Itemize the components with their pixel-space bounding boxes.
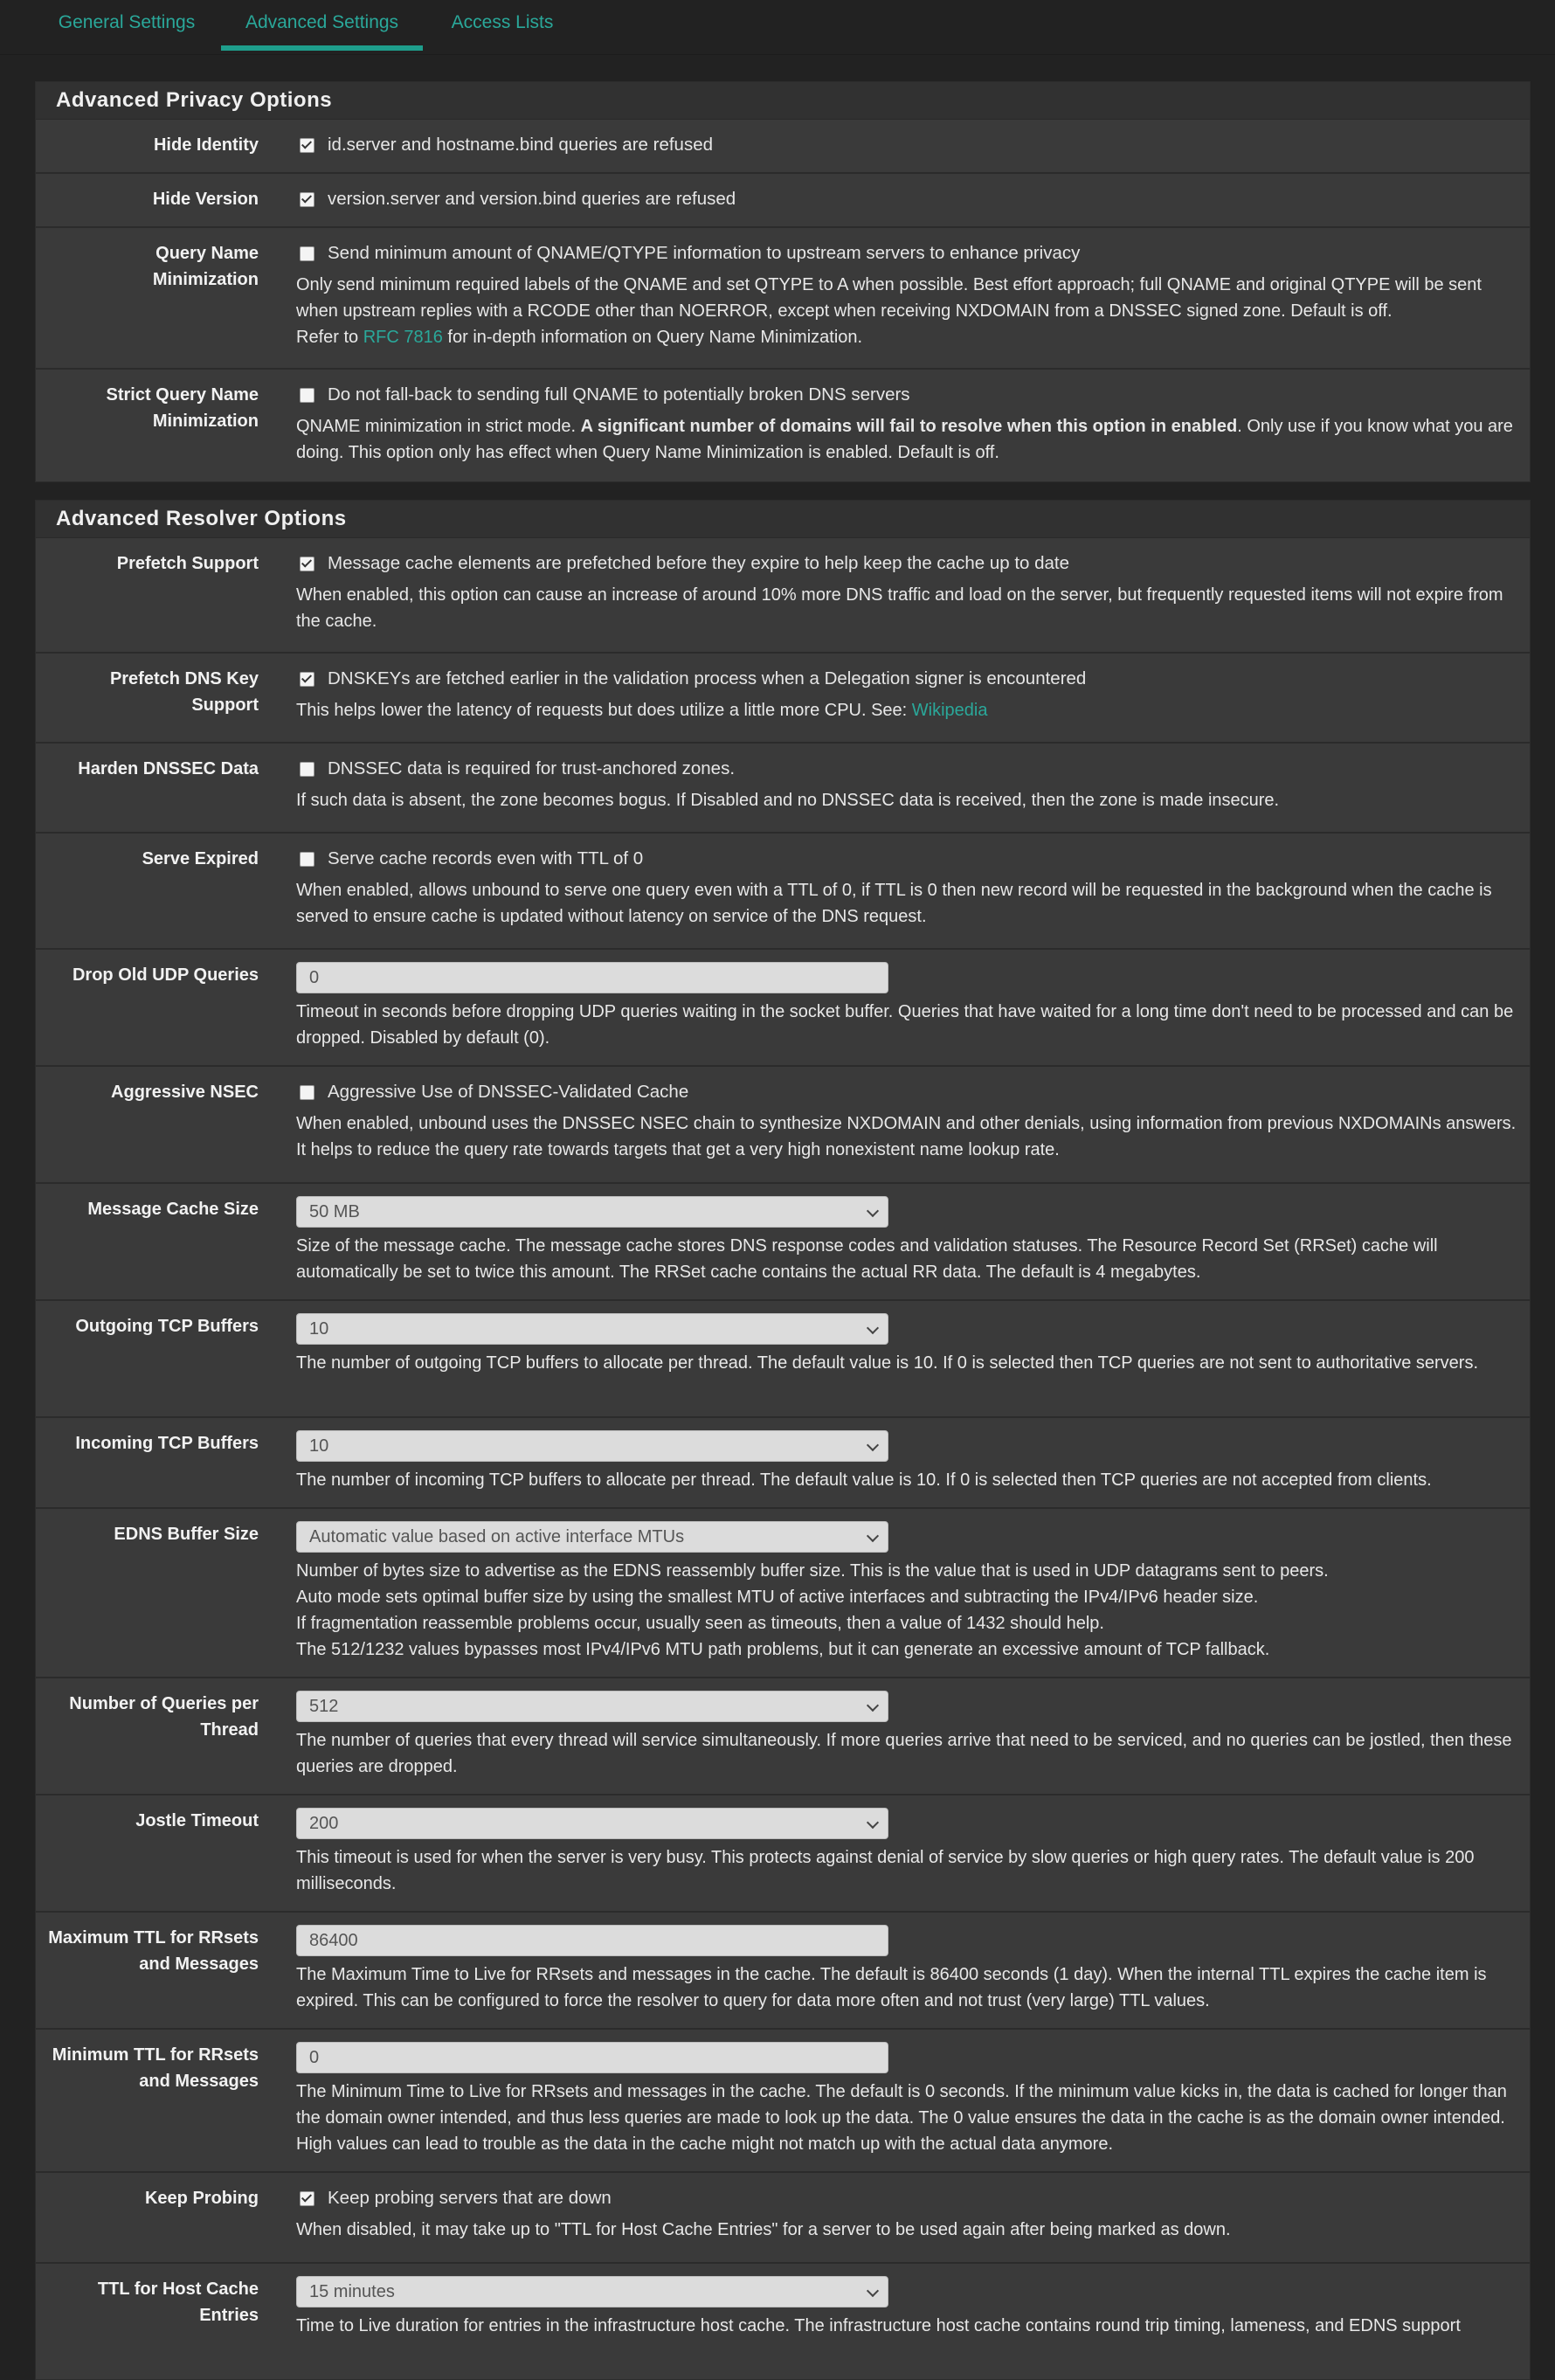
host-ttl-row <box>36 2264 1530 2379</box>
aggressive-help: When enabled, unbound uses the DNSSEC NSEC chain to synthesize NXDOMAIN and other denials, using information from previous NXDOMAINs answers. It helps to reduce the query rate towards targets that get a very high nonexistent name lookup rate. <box>296 1114 1517 1159</box>
harden-label: Harden DNSSEC Data <box>78 759 259 778</box>
keep-probing-text: Keep probing servers that are down <box>328 2188 612 2208</box>
keep-probing-row <box>36 2173 1530 2264</box>
hide-version-row <box>36 174 1530 228</box>
edns-help: Number of bytes size to advertise as the EDNS reassembly buffer size. This is the value that is used in UDP datagrams sent to peers. Auto mode sets optimal buffer size by using the smallest MTU of active interfaces and subtracting the IPv4/IPv6 header size. If fragmentation reassemble problems occur, usually seen as timeouts, then a value of 1432 should help. The 512/1232 values bypasses most IPv4/IPv6 MTU path problems, but it can generate an excessive amount of TCP fallback. <box>296 1561 1329 1659</box>
aggressive-checkbox[interactable] <box>300 1085 314 1100</box>
jostle-row <box>36 1795 1530 1913</box>
rfc-7816-link[interactable]: RFC 7816 <box>363 328 443 347</box>
msg-cache-label: Message Cache Size <box>87 1200 259 1219</box>
tab-access-lists[interactable]: Access Lists <box>451 12 554 32</box>
tab-advanced-settings[interactable]: Advanced Settings <box>221 0 423 51</box>
in-tcp-row <box>36 1418 1530 1509</box>
queries-label: Number of Queries per Thread <box>69 1694 259 1740</box>
serve-expired-checkbox[interactable] <box>300 852 314 867</box>
prefetch-key-row <box>36 654 1530 744</box>
queries-row <box>36 1678 1530 1795</box>
serve-expired-label: Serve Expired <box>142 849 259 868</box>
hide-identity-text: id.server and hostname.bind queries are refused <box>328 135 714 155</box>
drop-udp-input[interactable]: 0 <box>296 962 888 993</box>
in-tcp-help: The number of incoming TCP buffers to allocate per thread. The default value is 10. If 0 is selected then TCP queries are not accepted from clients. <box>296 1470 1432 1490</box>
serve-expired-text: Serve cache records even with TTL of 0 <box>328 848 644 868</box>
tab-general-settings[interactable]: General Settings <box>58 12 196 32</box>
queries-help: The number of queries that every thread will service simultaneously. If more queries arrive that need to be serviced, and no queries can be jostled, then these queries are dropped. <box>296 1731 1512 1776</box>
hide-identity-label: Hide Identity <box>153 135 259 155</box>
harden-row <box>36 744 1530 834</box>
aggressive-row <box>36 1067 1530 1184</box>
strict-qname-help: QNAME minimization in strict mode. A significant number of domains will fail to resolve when this option in enabled. Only use if you know what you are doing. This option only has effect when Query Name Minimization is enabled. Default is off. <box>296 417 1513 462</box>
privacy-panel-title: Advanced Privacy Options <box>36 82 1530 120</box>
min-ttl-label: Minimum TTL for RRsets and Messages <box>52 2045 259 2091</box>
out-tcp-row <box>36 1301 1530 1418</box>
edns-row <box>36 1509 1530 1678</box>
hide-identity-row <box>36 120 1530 174</box>
prefetch-checkbox[interactable] <box>300 557 314 571</box>
host-ttl-label: TTL for Host Cache Entries <box>97 2280 259 2325</box>
aggressive-text: Aggressive Use of DNSSEC-Validated Cache <box>328 1082 689 1102</box>
resolver-panel <box>35 500 1531 2380</box>
host-ttl-select[interactable]: 15 minutes <box>296 2276 888 2307</box>
hide-version-checkbox[interactable] <box>300 192 314 207</box>
hide-version-text: version.server and version.bind queries are refused <box>328 189 736 209</box>
keep-probing-checkbox[interactable] <box>300 2191 314 2206</box>
out-tcp-select[interactable]: 10 <box>296 1313 888 1345</box>
qname-min-text: Send minimum amount of QNAME/QTYPE information to upstream servers to enhance privacy <box>328 243 1081 263</box>
privacy-panel <box>35 81 1531 482</box>
hide-identity-checkbox[interactable] <box>300 138 314 153</box>
harden-help: If such data is absent, the zone becomes bogus. If Disabled and no DNSSEC data is received, then the zone is made insecure. <box>296 791 1280 810</box>
min-ttl-row <box>36 2030 1530 2173</box>
host-ttl-help: Time to Live duration for entries in the infrastructure host cache. The infrastructure host cache contains round trip timing, lameness, and EDNS support <box>296 2316 1461 2335</box>
out-tcp-label: Outgoing TCP Buffers <box>75 1317 259 1336</box>
strict-qname-label: Strict Query Name Minimization <box>106 385 259 431</box>
prefetch-key-text: DNSKEYs are fetched earlier in the validation process when a Delegation signer is encountered <box>328 668 1087 688</box>
drop-udp-label: Drop Old UDP Queries <box>72 965 259 985</box>
out-tcp-help: The number of outgoing TCP buffers to allocate per thread. The default value is 10. If 0 is selected then TCP queries are not sent to authoritative servers. <box>296 1353 1479 1373</box>
prefetch-label: Prefetch Support <box>116 554 259 573</box>
wikipedia-link[interactable]: Wikipedia <box>911 701 988 720</box>
edns-label: EDNS Buffer Size <box>114 1525 259 1544</box>
jostle-help: This timeout is used for when the server is very busy. This protects against denial of service by slow queries or high query rates. The default value is 200 milliseconds. <box>296 1848 1475 1893</box>
harden-checkbox[interactable] <box>300 762 314 777</box>
strict-qname-text: Do not fall-back to sending full QNAME to potentially broken DNS servers <box>328 384 910 405</box>
msg-cache-row <box>36 1184 1530 1301</box>
drop-udp-row <box>36 950 1530 1067</box>
prefetch-key-checkbox[interactable] <box>300 672 314 687</box>
hide-version-label: Hide Version <box>152 190 259 209</box>
prefetch-key-help: This helps lower the latency of requests but does utilize a little more CPU. See: Wikipedia <box>296 701 988 720</box>
max-ttl-help: The Maximum Time to Live for RRsets and messages in the cache. The default is 86400 seconds (1 day). When the internal TTL expires the cache item is expired. This can be configured to force the resolver to query for data more often and not trust (very large) TTL values. <box>296 1965 1487 2010</box>
prefetch-help: When enabled, this option can cause an increase of around 10% more DNS traffic and load on the server, but frequently requested items will not expire from the cache. <box>296 585 1503 631</box>
aggressive-label: Aggressive NSEC <box>111 1083 259 1102</box>
msg-cache-help: Size of the message cache. The message cache stores DNS response codes and validation statuses. The Resource Record Set (RRSet) cache will automatically be set to twice this amount. The RRSet cache contains the actual RR data. The default is 4 megabytes. <box>296 1236 1438 1282</box>
in-tcp-label: Incoming TCP Buffers <box>75 1434 259 1453</box>
max-ttl-input[interactable]: 86400 <box>296 1925 888 1956</box>
max-ttl-row <box>36 1913 1530 2030</box>
qname-min-checkbox[interactable] <box>300 246 314 261</box>
min-ttl-input[interactable]: 0 <box>296 2042 888 2073</box>
tab-bar <box>0 0 1555 55</box>
resolver-panel-title: Advanced Resolver Options <box>36 501 1530 538</box>
strict-qname-checkbox[interactable] <box>300 388 314 403</box>
msg-cache-select[interactable]: 50 MB <box>296 1196 888 1228</box>
max-ttl-label: Maximum TTL for RRsets and Messages <box>48 1928 259 1974</box>
edns-select[interactable]: Automatic value based on active interface MTUs <box>296 1521 888 1553</box>
strict-qname-row <box>36 370 1530 481</box>
serve-expired-help: When enabled, allows unbound to serve one query even with a TTL of 0, if TTL is 0 then new record will be requested in the background when the cache is served to ensure cache is updated without latency on service of the DNS request. <box>296 881 1492 926</box>
jostle-select[interactable]: 200 <box>296 1808 888 1839</box>
min-ttl-help: The Minimum Time to Live for RRsets and messages in the cache. The default is 0 seconds. If the minimum value kicks in, the data is cached for longer than the domain owner intended, and thus less queries are made to look up the data. The 0 value ensures the data in the cache is as the domain owner intended. High values can lead to trouble as the data in the cache might not match up with the actual data anymore. <box>296 2082 1507 2154</box>
prefetch-text: Message cache elements are prefetched before they expire to help keep the cache up to date <box>328 553 1070 573</box>
jostle-label: Jostle Timeout <box>135 1811 259 1830</box>
serve-expired-row <box>36 834 1530 950</box>
qname-min-help: Only send minimum required labels of the QNAME and set QTYPE to A when possible. Best effort approach; full QNAME and original QTYPE will be sent when upstream replies with a RCODE other than NOERROR, except when receiving NXDOMAIN from a DNSSEC signed zone. Default is off. Refer to RFC 7816 for in-depth information on Query Name Minimization. <box>296 275 1482 347</box>
keep-probing-label: Keep Probing <box>144 2189 259 2208</box>
harden-text: DNSSEC data is required for trust-anchored zones. <box>328 758 736 778</box>
qname-min-label: Query Name Minimization <box>152 244 259 289</box>
keep-probing-help: When disabled, it may take up to "TTL for Host Cache Entries" for a server to be used again after being marked as down. <box>296 2220 1231 2239</box>
in-tcp-select[interactable]: 10 <box>296 1430 888 1462</box>
qname-min-row <box>36 228 1530 370</box>
prefetch-row <box>36 538 1530 654</box>
drop-udp-help: Timeout in seconds before dropping UDP queries waiting in the socket buffer. Queries that have waited for a long time don't need to be processed and can be dropped. Disabled by default (0). <box>296 1002 1514 1048</box>
prefetch-key-label: Prefetch DNS Key Support <box>109 669 259 715</box>
queries-select[interactable]: 512 <box>296 1691 888 1722</box>
